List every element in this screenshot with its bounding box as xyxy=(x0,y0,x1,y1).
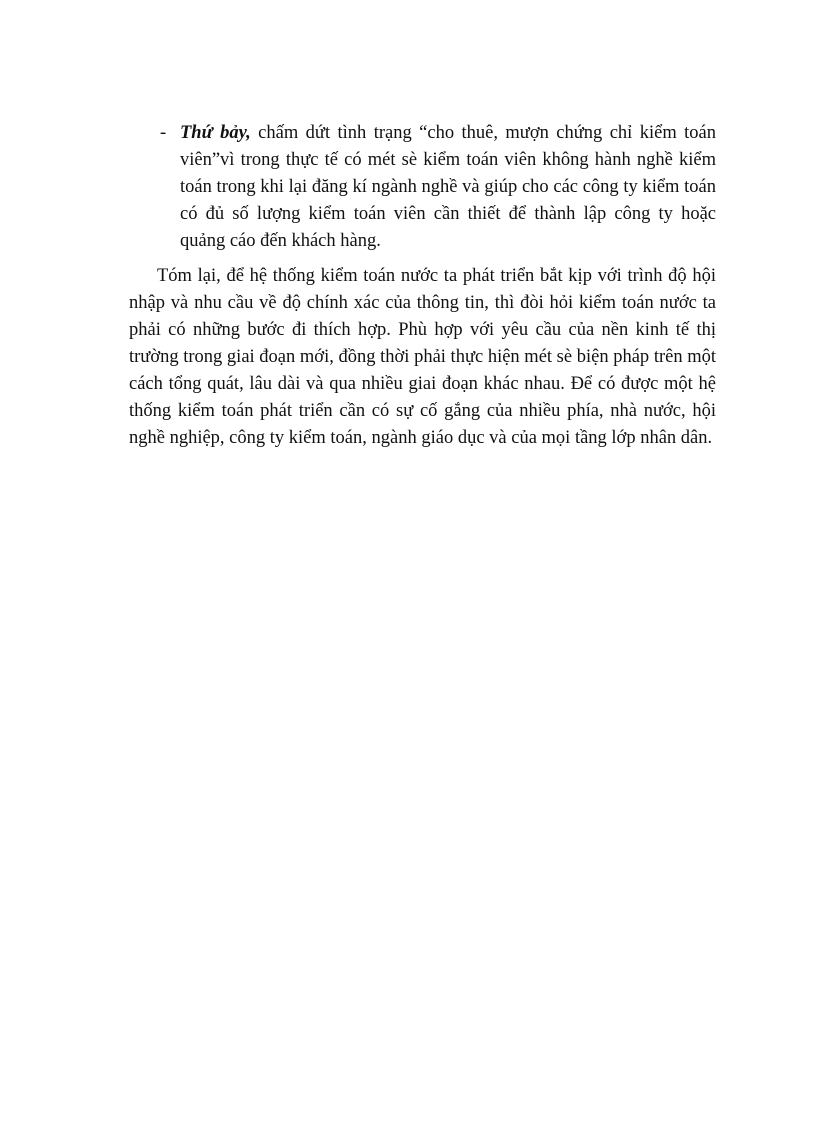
bullet-marker: - xyxy=(160,123,167,143)
bullet-lead: Thứ bảy, xyxy=(180,123,251,143)
bullet-body-text: chấm dứt tình trạng “cho thuê, mượn chứng chỉ kiểm toán viên”vì trong thực tế có mét sè kiểm toán viên không hành nghề kiểm toán trong khi lại đăng kí ngành nghề và giúp cho các công ty kiểm toán có đủ số lượng kiểm toán viên cần thiết để thành lập công ty hoặc quảng cáo đến khách hàng. xyxy=(180,123,716,251)
conclusion-paragraph: Tóm lại, để hệ thống kiểm toán nước ta phát triển bắt kịp với trình độ hội nhập và nhu cầu về độ chính xác của thông tin, thì đòi hỏi kiểm toán nước ta phải có những bước đi thích hợp. Phù hợp với yêu cầu của nền kinh tế thị trường trong giai đoạn mới, đồng thời phải thực hiện mét sè biện pháp trên một cách tổng quát, lâu dài và qua nhiều giai đoạn khác nhau. Để có được một hệ thống kiểm toán phát triển cần có sự cố gắng của nhiều phía, nhà nước, hội nghề nghiệp, công ty kiểm toán, ngành giáo dục và của mọi tầng lớp nhân dân. xyxy=(129,266,716,448)
conclusion-block xyxy=(129,263,716,452)
bullet-item xyxy=(160,120,716,255)
bullet-paragraph xyxy=(160,120,716,255)
